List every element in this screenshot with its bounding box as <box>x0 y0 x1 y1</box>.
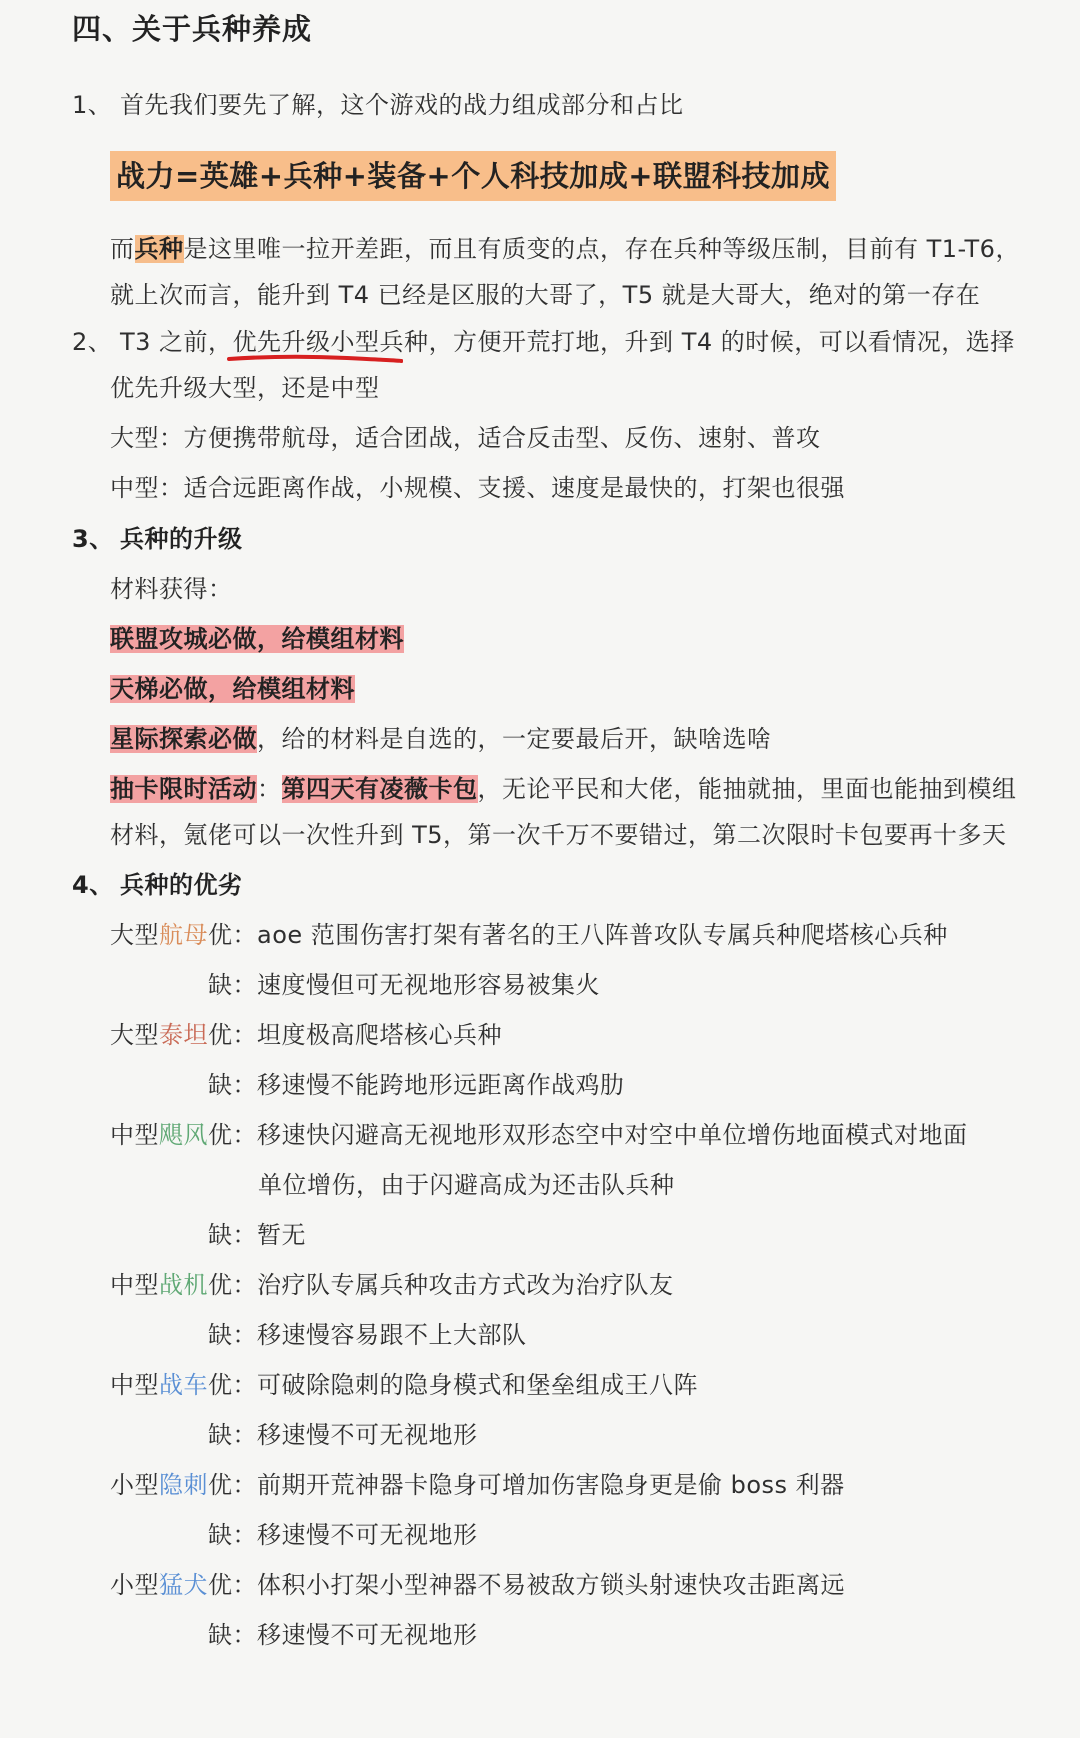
material-line-4-sep: ： <box>257 775 282 803</box>
unit-size: 小型 <box>110 1471 159 1499</box>
pro-label: 优： <box>208 1471 257 1499</box>
unit-carrier-con <box>208 968 600 1002</box>
unit-stealth-pro <box>110 1468 845 1502</box>
con-text: 暂无 <box>257 1221 306 1249</box>
unit-stealth-con <box>208 1518 478 1552</box>
item-1-text: 首先我们要先了解，这个游戏的战力组成部分和占比 <box>120 91 684 119</box>
material-line-4-rest: ，无论平民和大佬，能抽就抽，里面也能抽到模组 <box>477 775 1017 803</box>
unit-fighter-pro <box>110 1268 674 1302</box>
item-4-title: 兵种的优劣 <box>120 871 243 899</box>
item-3-heading <box>72 522 243 556</box>
pro-text: 前期开荒神器卡隐身可增加伤害隐身更是偷 boss 利器 <box>257 1471 845 1499</box>
item-1-number: 1、 <box>72 91 113 119</box>
material-line-5: 材料，氪佬可以一次性升到 T5，第一次千万不要错过，第二次限时卡包要再十多天 <box>110 821 1007 849</box>
con-text: 移速慢不可无视地形 <box>257 1521 478 1549</box>
pro-label: 优： <box>208 921 257 949</box>
con-label: 缺： <box>208 1071 257 1099</box>
item-3-number: 3、 <box>72 525 114 553</box>
material-line-4 <box>110 772 1017 806</box>
material-highlight-4a: 抽卡限时活动 <box>110 775 257 803</box>
red-pen-underline <box>227 352 403 366</box>
con-text: 移速慢不可无视地形 <box>257 1621 478 1649</box>
con-label: 缺： <box>208 1321 257 1349</box>
section-title: 四、关于兵种养成 <box>72 12 313 46</box>
unit-titan-con <box>208 1068 625 1102</box>
item-1 <box>72 88 684 122</box>
material-line-3-rest: ，给的材料是自选的，一定要最后开，缺啥选啥 <box>257 725 772 753</box>
item-3-title: 兵种的升级 <box>120 525 243 553</box>
pro-label: 优： <box>208 1571 257 1599</box>
pro-text: 坦度极高爬塔核心兵种 <box>257 1021 502 1049</box>
item-2-prefix: T3 之前， <box>120 328 233 356</box>
unit-hound-con <box>208 1618 478 1652</box>
unit-name: 飓风 <box>159 1121 208 1149</box>
con-text: 速度慢但可无视地形容易被集火 <box>257 971 600 999</box>
con-text: 移速慢不可无视地形 <box>257 1421 478 1449</box>
unit-hurricane-pro-2: 单位增伤，由于闪避高成为还击队兵种 <box>258 1171 675 1199</box>
unit-hurricane-con <box>208 1218 306 1252</box>
item-2-number: 2、 <box>72 328 113 356</box>
para-1-prefix: 而 <box>110 235 135 263</box>
unit-hound-pro <box>110 1568 845 1602</box>
item-2-medium: 中型：适合远距离作战，小规模、支援、速度是最快的，打架也很强 <box>110 474 845 502</box>
unit-hurricane-pro <box>110 1118 968 1152</box>
unit-tank-con <box>208 1418 478 1452</box>
pro-label: 优： <box>208 1121 257 1149</box>
material-line-3 <box>110 722 772 756</box>
power-formula-banner: 战力=英雄+兵种+装备+个人科技加成+联盟科技加成 <box>110 151 836 201</box>
con-text: 移速慢不能跨地形远距离作战鸡肋 <box>257 1071 625 1099</box>
unit-name: 战车 <box>159 1371 208 1399</box>
unit-tank-pro <box>110 1368 698 1402</box>
pro-label: 优： <box>208 1021 257 1049</box>
con-label: 缺： <box>208 1621 257 1649</box>
material-highlight-4b: 第四天有凌薇卡包 <box>281 775 478 803</box>
con-label: 缺： <box>208 1421 257 1449</box>
con-label: 缺： <box>208 1521 257 1549</box>
unit-carrier-pro <box>110 918 948 952</box>
unit-name: 航母 <box>159 921 208 949</box>
unit-size: 中型 <box>110 1121 159 1149</box>
con-label: 缺： <box>208 971 257 999</box>
material-line-1 <box>110 622 404 656</box>
con-text: 移速慢容易跟不上大部队 <box>257 1321 527 1349</box>
material-highlight-2: 天梯必做，给模组材料 <box>110 675 355 703</box>
pro-text: 体积小打架小型神器不易被敌方锁头射速快攻击距离远 <box>257 1571 845 1599</box>
para-1-line-2: 就上次而言，能升到 T4 已经是区服的大哥了，T5 就是大哥大，绝对的第一存在 <box>110 281 981 309</box>
item-2-line-1 <box>72 325 1015 359</box>
unit-size: 大型 <box>110 921 159 949</box>
para-1-highlight: 兵种 <box>134 235 184 263</box>
para-1-rest: 是这里唯一拉开差距，而且有质变的点，存在兵种等级压制，目前有 T1-T6， <box>183 235 1020 263</box>
con-label: 缺： <box>208 1221 257 1249</box>
unit-name: 战机 <box>159 1271 208 1299</box>
material-highlight-1: 联盟攻城必做，给模组材料 <box>110 625 404 653</box>
item-4-number: 4、 <box>72 871 114 899</box>
pro-text: 移速快闪避高无视地形双形态空中对空中单位增伤地面模式对地面 <box>257 1121 968 1149</box>
item-2-rest: ，方便开荒打地，升到 T4 的时候，可以看情况，选择 <box>428 328 1015 356</box>
pro-text: 可破除隐刺的隐身模式和堡垒组成王八阵 <box>257 1371 698 1399</box>
material-line-2 <box>110 672 355 706</box>
item-2-underlined: 优先升级小型兵种 <box>232 328 429 356</box>
unit-size: 大型 <box>110 1021 159 1049</box>
materials-label: 材料获得： <box>110 575 233 603</box>
material-highlight-3: 星际探索必做 <box>110 725 257 753</box>
para-1-line-1 <box>110 232 1020 266</box>
pro-label: 优： <box>208 1271 257 1299</box>
unit-name: 猛犬 <box>159 1571 208 1599</box>
unit-size: 中型 <box>110 1271 159 1299</box>
item-4-heading <box>72 868 243 902</box>
item-2-line-2: 优先升级大型，还是中型 <box>110 374 380 402</box>
unit-size: 小型 <box>110 1571 159 1599</box>
pro-text: 治疗队专属兵种攻击方式改为治疗队友 <box>257 1271 674 1299</box>
unit-name: 泰坦 <box>159 1021 208 1049</box>
unit-titan-pro <box>110 1018 502 1052</box>
pro-label: 优： <box>208 1371 257 1399</box>
item-2-large: 大型：方便携带航母，适合团战，适合反击型、反伤、速射、普攻 <box>110 424 821 452</box>
unit-name: 隐刺 <box>159 1471 208 1499</box>
unit-size: 中型 <box>110 1371 159 1399</box>
pro-text: aoe 范围伤害打架有著名的王八阵普攻队专属兵种爬塔核心兵种 <box>257 921 948 949</box>
unit-fighter-con <box>208 1318 527 1352</box>
